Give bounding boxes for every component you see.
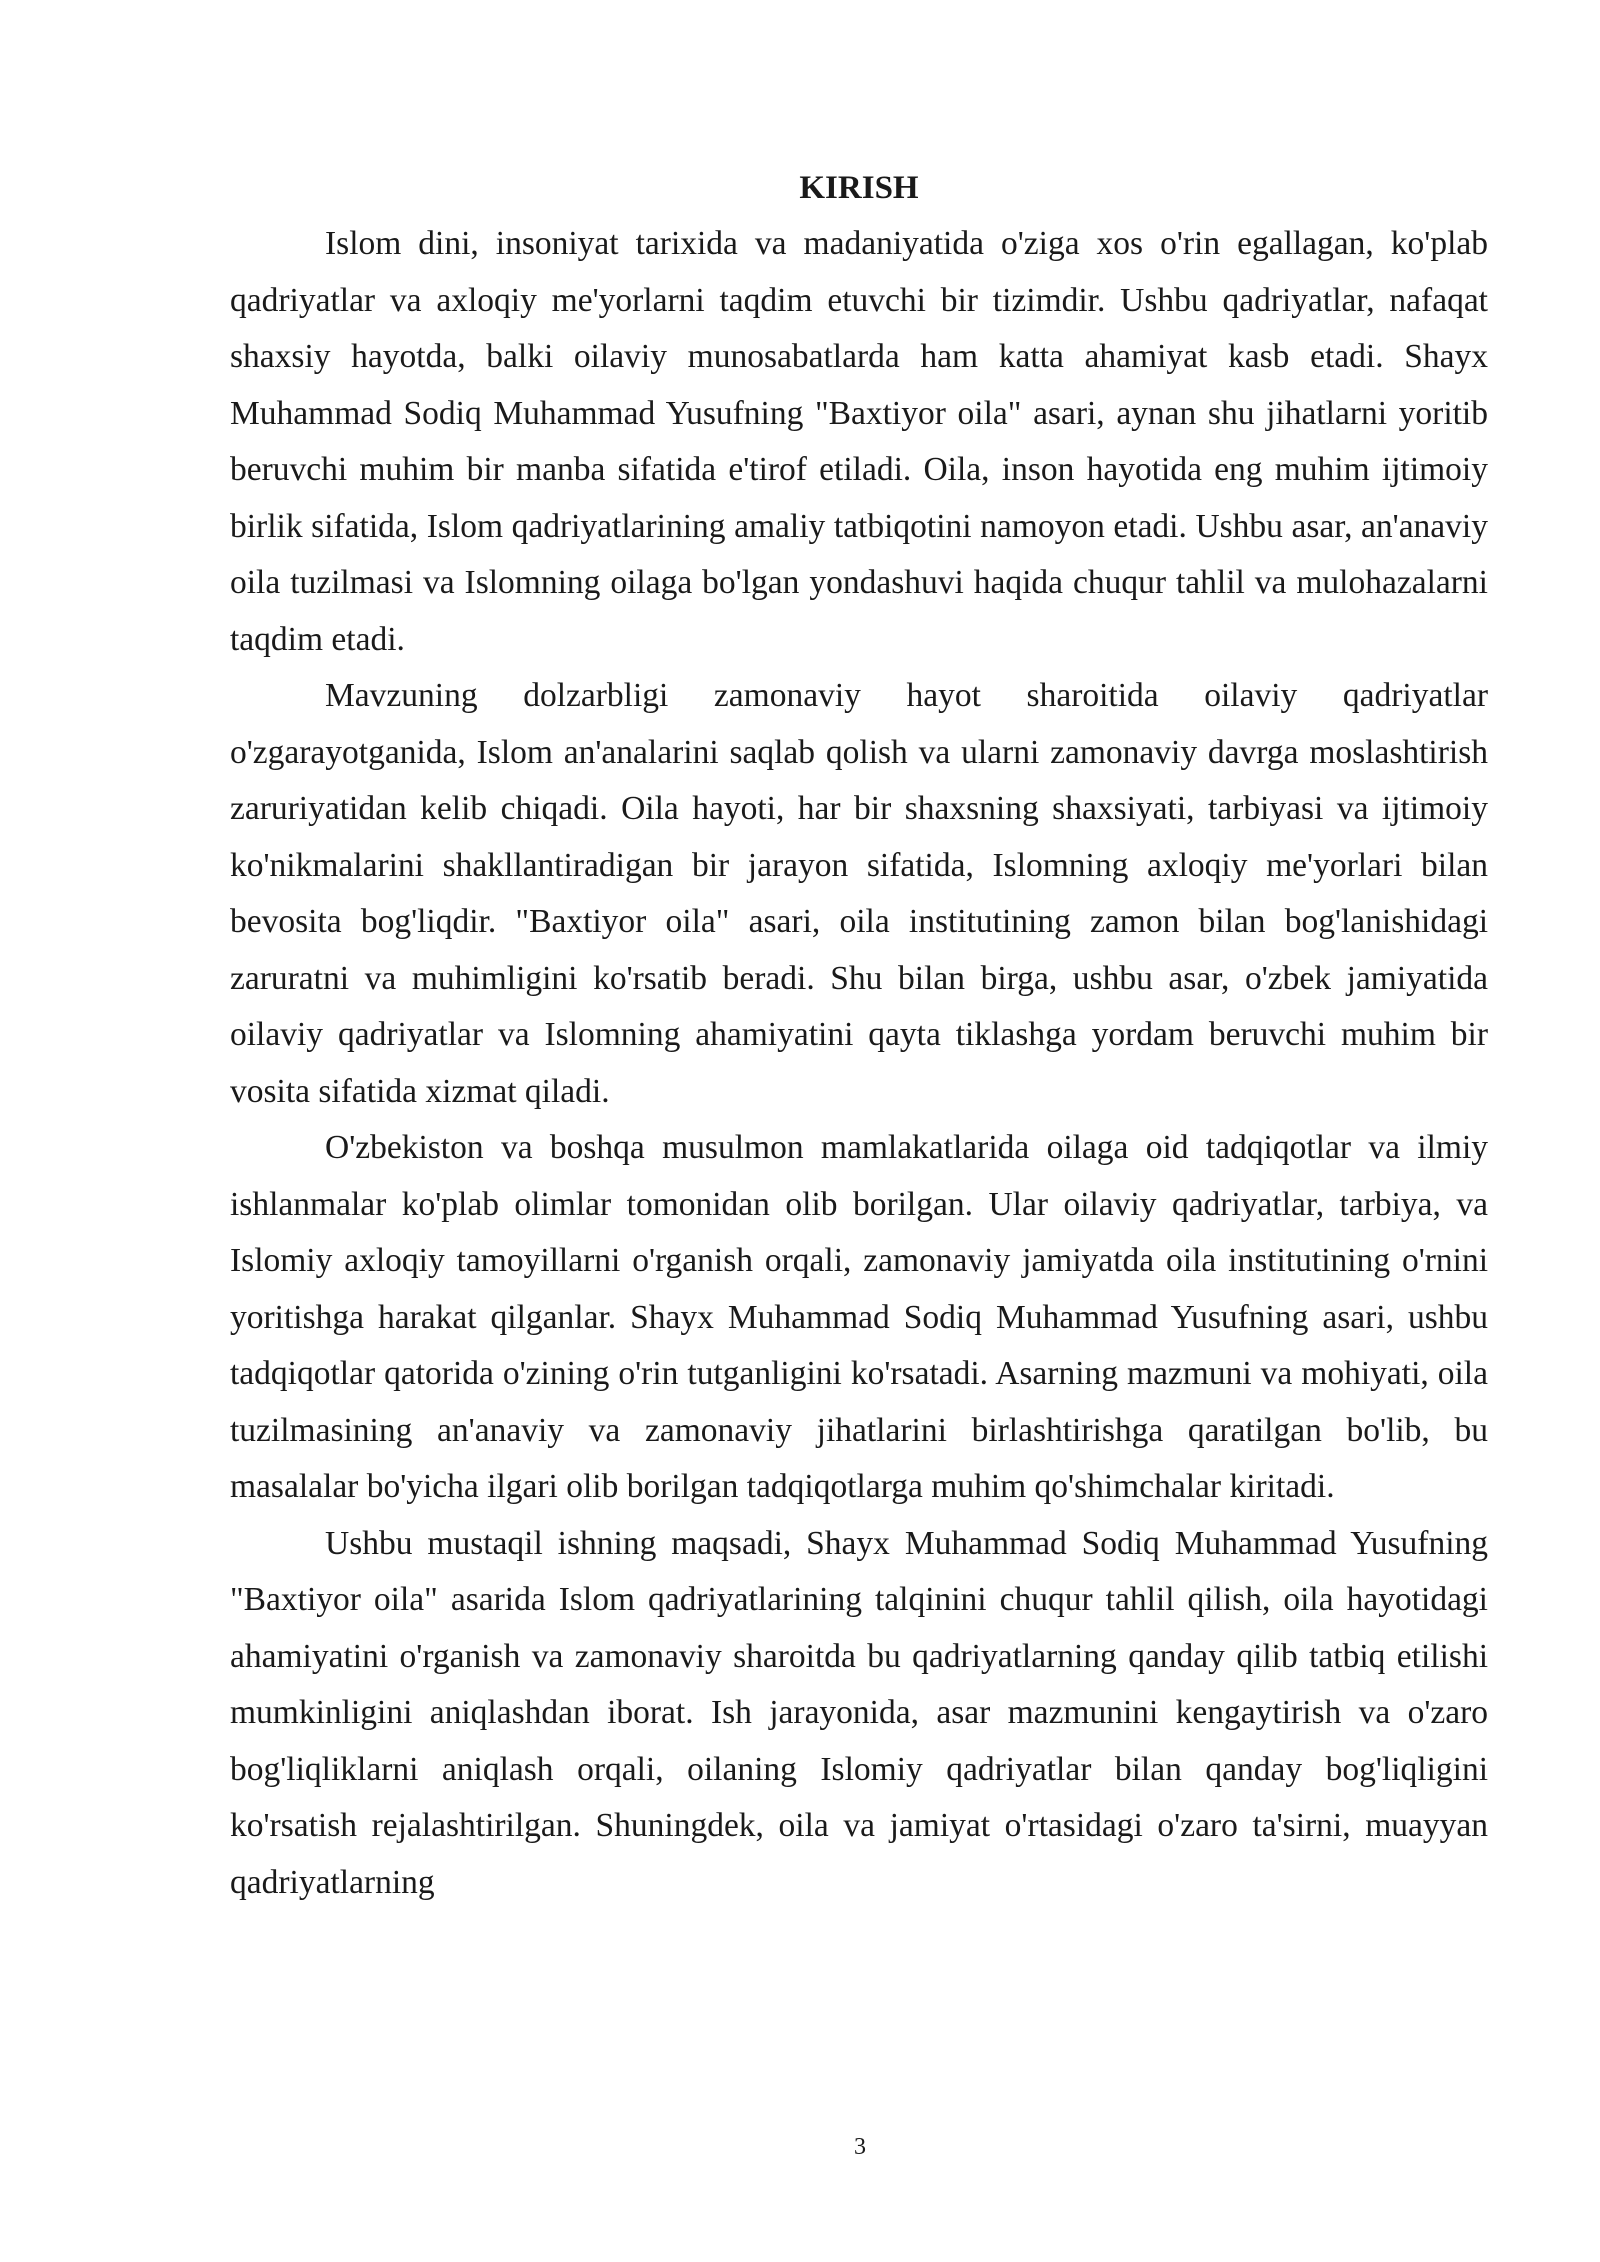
paragraph-1: Islom dini, insoniyat tarixida va madaniyatida o'ziga xos o'rin egallagan, ko'plab qadriyatlar va axloqiy me'yorlarni taqdim etuvchi bir tizimdir. Ushbu qadriyatlar, nafaqat shaxsiy hayotda, balki oilaviy munosabatlarda ham katta ahamiyat kasb etadi. Shayx Muhammad Sodiq Muhammad Yusufning "Baxtiyor oila" asari, aynan shu jihatlarni yoritib beruvchi muhim bir manba sifatida e'tirof etiladi. Oila, inson hayotida eng muhim ijtimoiy birlik sifatida, Islom qadriyatlarining amaliy tatbiqotini namoyon etadi. Ushbu asar, an'anaviy oila tuzilmasi va Islomning oilaga bo'lgan yondashuvi haqida chuqur tahlil va mulohazalarni taqdim etadi.: [230, 225, 1488, 658]
paragraph-4: Ushbu mustaqil ishning maqsadi, Shayx Muhammad Sodiq Muhammad Yusufning "Baxtiyor oila" asarida Islom qadriyatlarining talqinini chuqur tahlil qilish, oila hayotidagi ahamiyatini o'rganish va zamonaviy sharoitda bu qadriyatlarning qanday qilib tatbiq etilishi mumkinligini aniqlashdan iborat. Ish jarayonida, asar mazmunini kengaytirish va o'zaro bog'liqliklarni aniqlash orqali, oilaning Islomiy qadriyatlar bilan qanday bog'liqligini ko'rsatish rejalashtirilgan. Shuningdek, oila va jamiyat o'rtasidagi o'zaro ta'sirni, muayyan qadriyatlarning: [230, 1524, 1488, 1901]
section-title: KIRISH: [799, 170, 919, 206]
page-content: [230, 160, 1488, 1911]
paragraph-3: O'zbekiston va boshqa musulmon mamlakatlarida oilaga oid tadqiqotlar va ilmiy ishlanmalar ko'plab olimlar tomonidan olib borilgan. Ular oilaviy qadriyatlar, tarbiya, va Islomiy axloqiy tamoyillarni o'rganish orqali, zamonaviy jamiyatda oila institutining o'rnini yoritishga harakat qilganlar. Shayx Muhammad Sodiq Muhammad Yusufning asari, ushbu tadqiqotlar qatorida o'zining o'rin tutganligini ko'rsatadi. Asarning mazmuni va mohiyati, oila tuzilmasining an'anaviy va zamonaviy jihatlarini birlashtirishga qaratilgan bo'lib, bu masalalar bo'yicha ilgari olib borilgan tadqiqotlarga muhim qo'shimchalar kiritadi.: [230, 1129, 1488, 1505]
paragraph-2: Mavzuning dolzarbligi zamonaviy hayot sharoitida oilaviy qadriyatlar o'zgarayotganida, Islom an'analarini saqlab qolish va ularni zamonaviy davrga moslashtirish zaruriyatidan kelib chiqadi. Oila hayoti, har bir shaxsning shaxsiyati, tarbiyasi va ijtimoiy ko'nikmalarini shakllantiradigan bir jarayon sifatida, Islomning axloqiy me'yorlari bilan bevosita bog'liqdir. "Baxtiyor oila" asari, oila institutining zamon bilan bog'lanishidagi zaruratni va muhimligini ko'rsatib beradi. Shu bilan birga, ushbu asar, o'zbek jamiyatida oilaviy qadriyatlar va Islomning ahamiyatini qayta tiklashga yordam beruvchi muhim bir vosita sifatida xizmat qiladi.: [230, 677, 1488, 1110]
page-number: 3: [854, 2134, 866, 2160]
